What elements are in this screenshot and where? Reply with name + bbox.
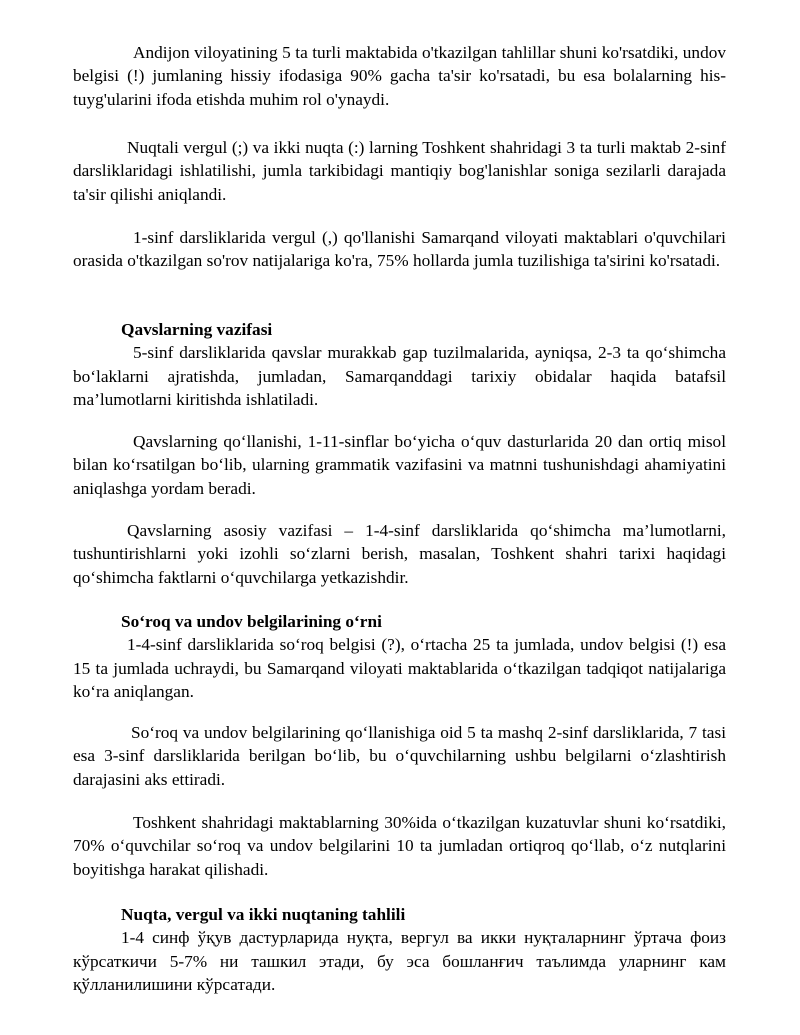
- section-soroq-undov: [73, 610, 726, 704]
- paragraph-vergul-1-sinf: [73, 226, 726, 273]
- paragraph-text: So‘roq va undov belgilarining qo‘llanishiga oid 5 ta mashq 2-sinf darsliklarida, 7 tasi esa 3-sinf darsliklarida berilgan bo‘lib, bu o‘quvchilarning ushbu belgilarni o‘zlashtirish darajasini aks ettiradi.: [73, 723, 726, 789]
- paragraph-qavslar-qollanishi: [73, 430, 726, 500]
- paragraph-qavslar-asosiy-vazifasi: [73, 519, 726, 589]
- paragraph-text: 5-sinf darsliklarida qavslar murakkab gap tuzilmalarida, ayniqsa, 2-3 ta qo‘shimcha bo‘laklarni ajratishda, jumladan, Samarqanddagi tarixiy obidalar haqida batafsil ma’lumotlarni kiritishda ishlatiladi.: [73, 343, 726, 410]
- paragraph-text: Andijon viloyatining 5 ta turli maktabida o'tkazilgan tahlillar shuni ko'rsatdiki, undov belgisi (!) jumlaning hissiy ifodasiga 90% gacha ta'sir ko'rsatadi, bu esa bolalarning his-tuyg'ularini ifoda etishda muhim rol o'ynaydi.: [73, 43, 726, 109]
- paragraph-text: 1-4-sinf darsliklarida so‘roq belgisi (?), o‘rtacha 25 ta jumlada, undov belgisi (!) esa 15 ta jumlada uchraydi, bu Samarqand viloyati maktablarida o‘tkazilgan tadqiqot natijalariga ko‘ra aniqlangan.: [73, 635, 726, 702]
- paragraph-text: Qavslarning asosiy vazifasi – 1-4-sinf darsliklarida qo‘shimcha ma’lumotlarni, tushuntirishlarni yoki izohli so‘zlarni berish, masalan, Toshkent shahri tarixi haqidagi qo‘shimcha faktlarni o‘quvchilarga yetkazishdir.: [73, 521, 726, 587]
- section-heading: So‘roq va undov belgilarining o‘rni: [121, 612, 382, 631]
- paragraph-kuzatuvlar: [73, 811, 726, 881]
- paragraph-mashqlar: [73, 721, 726, 791]
- section-heading: Qavslarning vazifasi: [121, 320, 273, 339]
- paragraph-text: Toshkent shahridagi maktablarning 30%ida o‘tkazilgan kuzatuvlar shuni ko‘rsatdiki, 70% o‘quvchilar so‘roq va undov belgilarini 10 ta jumladan ortiqroq qo‘llab, o‘z nutqlarini boyitishga harakat qilishadi.: [73, 813, 726, 879]
- paragraph-undov-hissiy: [73, 41, 726, 111]
- section-heading: Nuqta, vergul va ikki nuqtaning tahlili: [121, 905, 406, 924]
- paragraph-text: 1-4 синф ўқув дастурларида нуқта, вергул ва икки нуқталарнинг ўртача фоиз кўрсаткичи 5-7% ни ташкил этади, бу эса бошланғич таълимда уларнинг кам қўлланилишини кўрсатади.: [73, 928, 726, 995]
- paragraph-text: Nuqtali vergul (;) va ikki nuqta (:) larning Toshkent shahridagi 3 ta turli maktab 2-sinf darsliklaridagi ishlatilishi, jumla tarkibidagi mantiqiy bog'lanishlar soniga sezilarli darajada ta'sir qilishi aniqlandi.: [73, 138, 726, 204]
- section-nuqta-vergul: [73, 903, 726, 997]
- section-qavslar: [73, 318, 726, 412]
- paragraph-nuqtali-vergul: [73, 136, 726, 206]
- paragraph-text: 1-sinf darsliklarida vergul (,) qo'llanishi Samarqand viloyati maktablari o'quvchilari orasida o'tkazilgan so'rov natijalariga ko'ra, 75% hollarda jumla tuzilishiga ta'sirini ko'rsatadi.: [73, 228, 726, 271]
- paragraph-text: Qavslarning qo‘llanishi, 1-11-sinflar bo‘yicha o‘quv dasturlarida 20 dan ortiq misol bilan ko‘rsatilgan bo‘lib, ularning grammatik vazifasini va matnni tushunishdagi ahamiyatini aniqlashga yordam beradi.: [73, 432, 726, 498]
